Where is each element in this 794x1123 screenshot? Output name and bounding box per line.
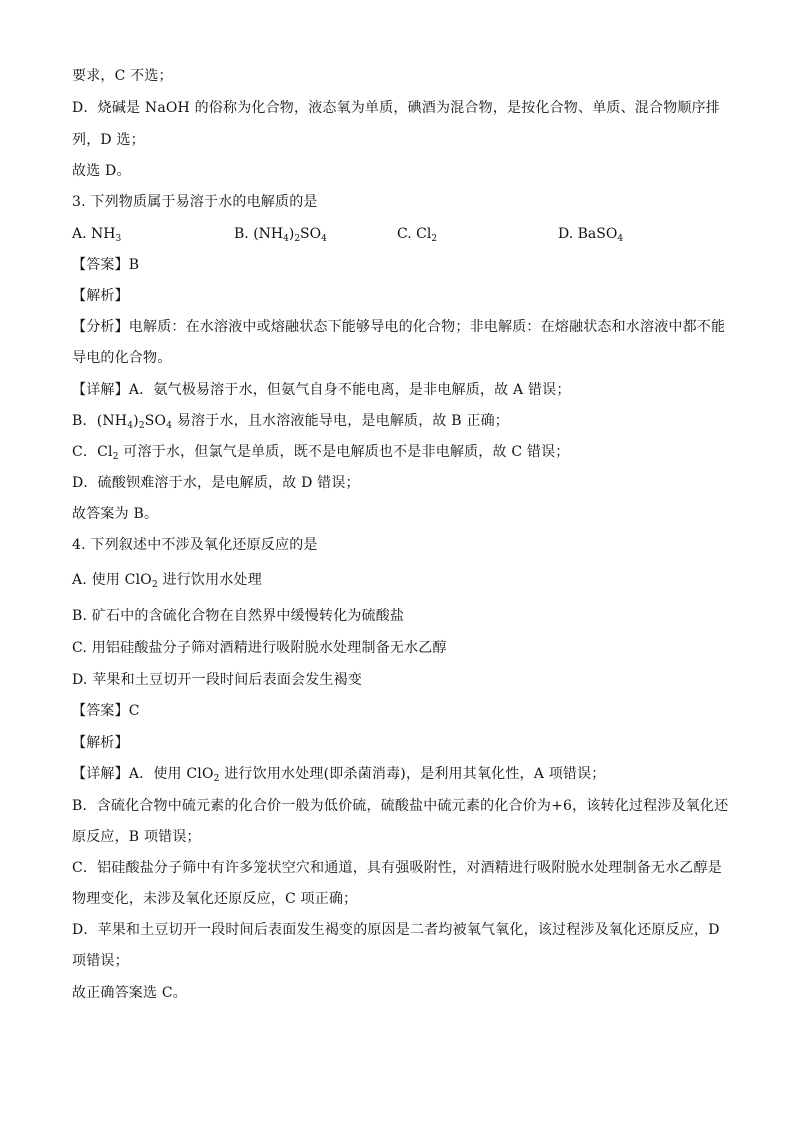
question-4-detail-b-line2: 原反应，B 项错误； xyxy=(72,829,201,845)
question-3-detail-c xyxy=(72,442,570,462)
choice-b-sub3: 4 xyxy=(321,234,327,244)
question-3-conclusion: 故答案为 B。 xyxy=(72,506,159,522)
text-line-l4: 故选 D。 xyxy=(72,163,131,179)
question-4-option-d: D. 苹果和土豆切开一段时间后表面会发生褐变 xyxy=(72,672,363,688)
question-3-analysis-heading: 【解析】 xyxy=(72,288,129,304)
choice-a-sub: 3 xyxy=(115,234,122,244)
q4-detail-label: 【详解】 xyxy=(72,766,129,782)
question-4-option-c: C. 用铝硅酸盐分子筛对酒精进行吸附脱水处理制备无水乙醇 xyxy=(72,640,447,656)
question-4-analysis-heading: 【解析】 xyxy=(72,735,129,751)
choice-b-text: B. (NH xyxy=(234,226,284,242)
text-line-l2: D．烧碱是 NaOH 的俗称为化合物，液态氧为单质，碘酒为混合物，是按化合物、单质、混合物顺序排 xyxy=(72,100,721,116)
question-4-detail-c-line1: C．铝硅酸盐分子筛中有许多笼状空穴和通道，具有强吸附性，对酒精进行吸附脱水处理制备无水乙醇是 xyxy=(72,860,722,876)
question-4-answer: 【答案】C xyxy=(72,703,140,719)
text-line-l1: 要求，C 不选； xyxy=(72,68,173,84)
choice-a xyxy=(72,224,121,244)
detail-a-text: A．氨气极易溶于水，但氨气自身不能电离，是非电解质，故 A 错误； xyxy=(128,382,571,398)
question-4-option-b: B. 矿石中的含硫化合物在自然界中缓慢转化为硫酸盐 xyxy=(72,608,405,624)
question-3-stem: 3. 下列物质属于易溶于水的电解质的是 xyxy=(72,194,318,210)
choice-c-text: C. Cl xyxy=(397,226,432,242)
detail-c-sub: 2 xyxy=(112,452,119,462)
detail-label: 【详解】 xyxy=(72,382,129,398)
question-3-detail-b xyxy=(72,411,509,431)
question-4-stem: 4. 下列叙述中不涉及氧化还原反应的是 xyxy=(72,537,318,553)
choice-b-sub2: 2 xyxy=(294,234,301,244)
choice-d xyxy=(558,224,623,244)
question-4-conclusion: 故正确答案选 C。 xyxy=(72,985,187,1001)
question-3-detail-d: D．硫酸钡难溶于水，是电解质，故 D 错误； xyxy=(72,475,360,491)
choice-d-text: D. BaSO xyxy=(558,226,618,242)
choice-c-sub: 2 xyxy=(431,234,438,244)
question-3-answer: 【答案】B xyxy=(72,257,140,273)
detail-b-sub3: 4 xyxy=(166,421,173,431)
choice-d-sub: 4 xyxy=(617,234,624,244)
question-3-fenxi-line2: 导电的化合物。 xyxy=(72,350,172,366)
detail-b-so: SO xyxy=(144,413,167,429)
question-3-choices xyxy=(72,224,672,244)
question-4-detail-c-line2: 物理变化，未涉及氧化还原反应，C 项正确； xyxy=(72,891,358,907)
q4-detail-a-sub: 2 xyxy=(213,774,220,784)
choice-b-mid: ) xyxy=(288,226,295,242)
detail-b-prefix: B．(NH xyxy=(72,413,128,429)
question-3-fenxi-line1: 【分析】电解质：在水溶液中或熔融状态下能够导电的化合物；非电解质：在熔融状态和水溶液中都不能 xyxy=(72,319,726,335)
choice-c xyxy=(397,224,437,244)
q4-detail-a-rest: 进行饮用水处理(即杀菌消毒)，是利用其氧化性，A 项错误； xyxy=(219,766,606,782)
question-4-detail-d-line2: 项错误； xyxy=(72,953,129,969)
choice-b-sub1: 4 xyxy=(283,234,289,244)
question-4-option-a xyxy=(72,570,262,590)
question-4-detail-a xyxy=(72,764,606,784)
question-4-detail-b-line1: B．含硫化合物中硫元素的化合价一般为低价硫，硫酸盐中硫元素的化合价为+6，该转化过程涉及氧化还 xyxy=(72,798,729,814)
choice-b-rest: SO xyxy=(300,226,322,242)
question-4-detail-d-line1: D．苹果和土豆切开一段时间后表面发生褐变的原因是二者均被氧气氧化，该过程涉及氧化还原反应，D xyxy=(72,922,720,938)
text-line-l3: 列，D 选； xyxy=(72,132,145,148)
detail-b-sub2: 2 xyxy=(138,421,145,431)
detail-b-mid: ) xyxy=(133,413,139,429)
option-a-rest: 进行饮用水处理 xyxy=(157,572,262,588)
detail-c-prefix: C．Cl xyxy=(72,444,113,460)
detail-b-sub1: 4 xyxy=(127,421,134,431)
option-a-prefix: A. 使用 ClO xyxy=(72,572,152,588)
detail-c-rest: 可溶于水，但氯气是单质，既不是电解质也不是非电解质，故 C 错误； xyxy=(118,444,570,460)
choice-b xyxy=(234,224,327,244)
option-a-sub: 2 xyxy=(151,580,158,590)
q4-detail-a-prefix: A．使用 ClO xyxy=(128,766,214,782)
detail-b-rest: 易溶于水，且水溶液能导电，是电解质，故 B 正确； xyxy=(172,413,510,429)
question-3-detail-a xyxy=(72,380,571,400)
choice-a-text: A. NH xyxy=(72,226,116,242)
